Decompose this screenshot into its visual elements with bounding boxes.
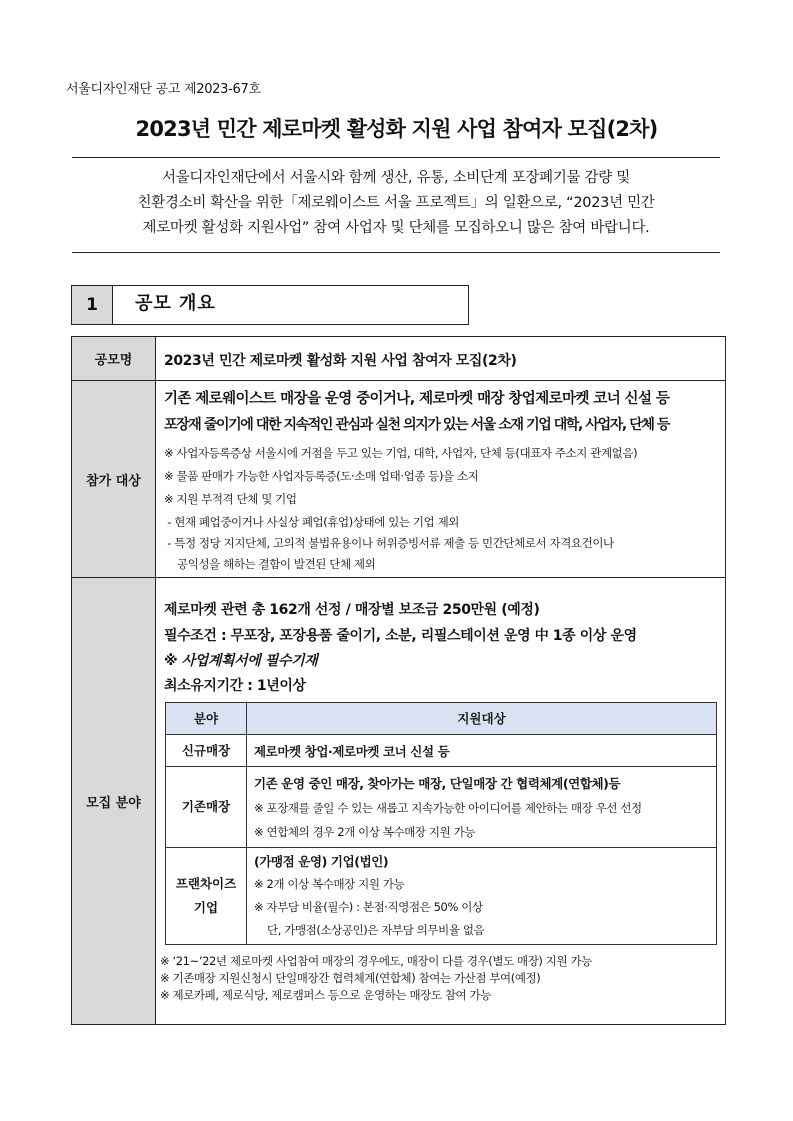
intro-line: 서울디자인재단에서 서울시와 함께 생산, 유통, 소비단계 포장폐기물 감량 및	[161, 170, 630, 186]
contest-name: 2023년 민간 제로마켓 활성화 지원 사업 참여자 모집(2차)	[164, 353, 517, 369]
row-label-field: 모집 분야	[72, 578, 156, 1024]
field-footnote: ※ ‘21~’22년 제로마켓 사업참여 매장의 경우에도, 매장이 다를 경우(별도 매장) 지원 가능	[160, 954, 592, 968]
section-title: 공모 개요	[135, 293, 216, 314]
field-line: 최소유지기간 : 1년이상	[164, 678, 306, 694]
target-franchise-note: ※ 자부담 비율(필수) : 본점·직영점은 50% 이상	[254, 900, 483, 914]
row-label-name: 공모명	[72, 337, 156, 380]
category-franchise	[166, 848, 246, 944]
target-note: ※ 지원 부적격 단체 및 기업	[164, 492, 297, 506]
header-target: 지원대상	[457, 710, 506, 726]
category-franchise-line: 프랜차이즈	[175, 876, 237, 891]
target-line: 기존 제로웨이스트 매장을 운영 중이거나, 제로마켓 매장 창업제로마켓 코너 신설 등	[164, 391, 670, 407]
intro-paragraph	[72, 166, 720, 241]
row-divider	[72, 380, 725, 381]
field-line: ※ 사업계획서에 필수기재	[164, 653, 318, 669]
intro-line: 친환경소비 확산을 위한「제로웨이스트 서울 프로젝트」의 일환으로, “2023년 민간	[137, 195, 655, 211]
target-note: ※ 사업자등록증상 서울시에 거점을 두고 있는 기업, 대학, 사업자, 단체 등(대표자 주소지 관계없음)	[164, 446, 638, 460]
row-divider	[72, 577, 725, 578]
header-category: 분야	[193, 710, 219, 726]
intro-line: 제로마켓 활성화 지원사업” 참여 사업자 및 단체를 모집하오니 많은 참여 바랍니다.	[142, 220, 650, 236]
row-label-target: 참가 대상	[72, 381, 156, 577]
target-existing: 기존 운영 중인 매장, 찾아가는 매장, 단일매장 간 협력체계(연합체)등	[254, 776, 621, 791]
field-footnote: ※ 기존매장 지원신청시 단일매장간 협력체계(연합체) 참여는 가산점 부여(예정)	[160, 971, 541, 985]
section-header-box	[71, 285, 469, 325]
target-franchise-note: 단, 가맹점(소상공인)은 자부담 의무비율 없음	[254, 923, 485, 937]
notice-number: 서울디자인재단 공고 제2023-67호	[66, 82, 261, 97]
divider-top	[72, 157, 720, 158]
category-new: 신규매장	[181, 742, 231, 758]
target-existing-note: ※ 연합체의 경우 2개 이상 복수매장 지원 가능	[254, 825, 475, 839]
target-franchise: (가맹점 운영) 기업(법인)	[254, 854, 389, 869]
target-note: ※ 물품 판매가 가능한 사업자등록증(도·소매 업태·업종 등)을 소지	[164, 469, 479, 483]
category-franchise-line: 기업	[193, 900, 219, 915]
target-note: - 현재 폐업중이거나 사실상 폐업(휴업)상태에 있는 기업 제외	[164, 515, 459, 529]
column-divider	[246, 703, 247, 944]
target-new: 제로마켓 창업·제로마켓 코너 신설 등	[254, 744, 450, 759]
category-existing: 기존매장	[181, 799, 231, 814]
support-table	[165, 702, 717, 945]
overview-table	[71, 336, 726, 1025]
row-divider	[166, 766, 716, 767]
target-note: - 특정 정당 지지단체, 고의적 불법유용이나 허위증빙서류 제출 등 민간단체로서 자격요건이나	[164, 536, 614, 550]
row-divider	[166, 847, 716, 848]
target-existing-note: ※ 포장재를 줄일 수 있는 새롭고 지속가능한 아이디어를 제안하는 매장 우선 선정	[254, 801, 642, 815]
divider-bottom	[72, 252, 720, 253]
target-franchise-note: ※ 2개 이상 복수매장 지원 가능	[254, 877, 405, 891]
target-note: 공익성을 해하는 결함이 발견된 단체 제외	[164, 557, 376, 571]
target-line: 포장재 줄이기에 대한 지속적인 관심과 실천 의지가 있는 서울 소재 기업 대학, 사업자, 단체 등	[164, 417, 670, 433]
section-number: 1	[71, 285, 113, 325]
field-footnote: ※ 제로카페, 제로식당, 제로캠퍼스 등으로 운영하는 매장도 참여 가능	[160, 988, 491, 1002]
page-title: 2023년 민간 제로마켓 활성화 지원 사업 참여자 모집(2차)	[135, 117, 658, 141]
field-line: 필수조건 : 무포장, 포장용품 줄이기, 소분, 리필스테이션 운영 中 1종 이상 운영	[164, 628, 637, 644]
field-line: 제로마켓 관련 총 162개 선정 / 매장별 보조금 250만원 (예정)	[164, 602, 540, 618]
